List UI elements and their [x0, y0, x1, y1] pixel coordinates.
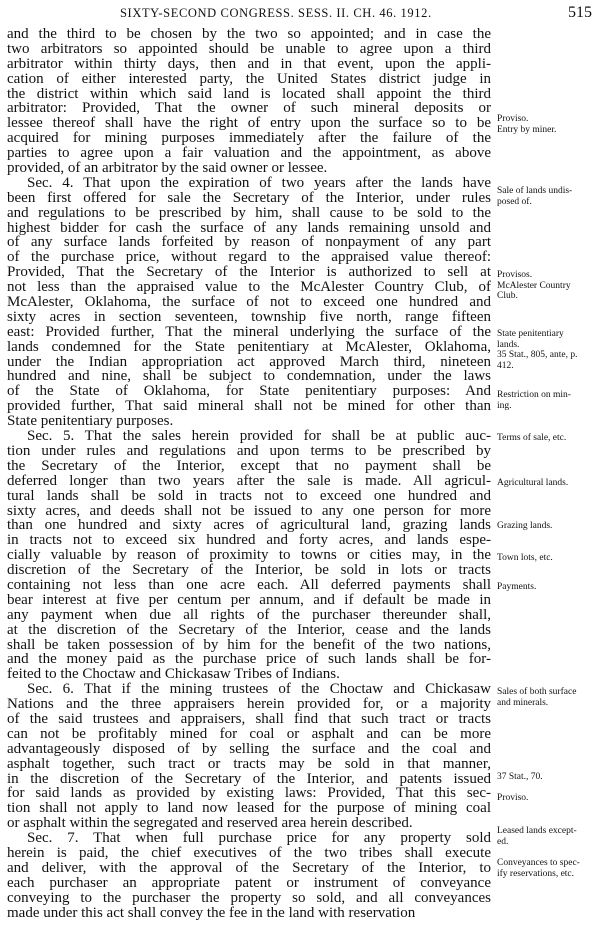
- margin-note: [497, 582, 536, 593]
- text-line: Provided, That the Secretary of the Interior is authorized to sell at: [7, 265, 491, 281]
- margin-note: [497, 772, 543, 783]
- margin-note-line: Entry by miner.: [497, 124, 557, 135]
- text-line: deferred longer than two years after the sale is made. All agricul-: [7, 473, 491, 489]
- margin-note: [497, 553, 553, 564]
- margin-note: [497, 478, 568, 489]
- text-line: the district within which said land is located shall appoint the third: [7, 86, 491, 102]
- text-line: of the State of Oklahoma, for State penitentiary purposes: And: [7, 384, 491, 400]
- margin-note-line: 35 Stat., 805, ante, p.: [497, 350, 578, 360]
- text-line: Sec. 7. That when full purchase price for any property sold: [27, 831, 491, 846]
- text-line: any payment when due all rights of the purchaser thereunder shall,: [7, 607, 491, 623]
- text-line: and regulations to be prescribed by him, shall cause to be sold to the: [7, 205, 491, 221]
- margin-note-line: Payments.: [497, 582, 537, 592]
- margin-note-line: and minerals.: [497, 697, 549, 708]
- text-line: parties to agree upon a fair valuation and the appointment, as above: [7, 146, 491, 162]
- text-line: feited to the Choctaw and Chickasaw Tribes of Indians.: [7, 667, 340, 683]
- margin-note: [497, 687, 576, 708]
- text-line: cially valuable by reason of proximity to towns or cities may, in the: [7, 548, 491, 564]
- margin-note-line: 37 Stat., 70.: [497, 772, 543, 782]
- page-header: [0, 3, 600, 25]
- margin-note: [497, 186, 572, 207]
- margin-note-line: Town lots, etc.: [497, 553, 553, 563]
- text-line: and the third to be chosen by the two so appointed; and in case the: [7, 27, 491, 42]
- margin-note-line: Proviso.: [497, 793, 529, 803]
- margin-note: [497, 858, 580, 879]
- running-head: SIXTY-SECOND CONGRESS. SESS. II. CH. 46. 1912.: [120, 6, 432, 20]
- margin-note-line: Proviso.: [497, 114, 529, 124]
- margin-note: [497, 329, 577, 371]
- text-line: conveying to the purchaser the property so sold, and all conveyances: [7, 890, 491, 906]
- text-line: discretion of the Secretary of the Interior, be sold in lots or tracts: [7, 563, 491, 578]
- text-line: Sec. 6. That if the mining trustees of the Choctaw and Chickasaw: [27, 682, 491, 698]
- margin-note-line: Grazing lands.: [497, 521, 553, 531]
- margin-note: [497, 433, 566, 444]
- text-line: than one hundred and sixty acres of agricultural land, grazing lands: [7, 518, 491, 534]
- margin-note-line: Sales of both surface: [497, 687, 577, 697]
- text-line: made under this act shall convey the fee in the land with reservation: [7, 905, 416, 921]
- text-line: for said lands as provided by existing laws: Provided, That this sec-: [7, 786, 491, 802]
- margin-note-line: 412.: [497, 360, 514, 371]
- text-line: cation of either interested party, the United States district judge in: [7, 71, 491, 87]
- text-line: Nations and the three appraisers herein provided for, or a majority: [7, 697, 491, 712]
- margin-note-line: Agricultural lands.: [497, 478, 569, 488]
- margin-note: [497, 826, 577, 847]
- margin-note-line: Restriction on min-: [497, 390, 571, 400]
- text-line: and the money paid as the purchase price of such lands shall be for-: [7, 652, 491, 668]
- text-line: arbitrator within thirty days, then and in that event, upon the appli-: [7, 56, 491, 72]
- text-line: two arbitrators so appointed should be unable to agree upon a third: [7, 41, 491, 57]
- text-line: each purchaser an appropriate patent or instrument of conveyance: [7, 875, 491, 891]
- margin-note-line: lands.: [497, 339, 520, 350]
- text-line: advantageously disposed of by selling the surface and the coal and: [7, 741, 491, 757]
- text-line: provided further, That said mineral shall not be mined for other than: [7, 399, 491, 415]
- text-line: Sec. 4. That upon the expiration of two years after the lands have: [27, 175, 491, 191]
- margin-note-line: Sale of lands undis-: [497, 186, 573, 196]
- margin-note-line: ing.: [497, 400, 512, 411]
- text-line: been first offered for sale the Secretary of the Interior, under rules: [7, 190, 491, 206]
- text-line: shall be taken possession of by him for the benefit of the two nations,: [7, 637, 491, 653]
- text-line: arbitrator: Provided, That the owner of such mineral deposits or: [7, 101, 491, 117]
- margin-note: [497, 390, 571, 411]
- text-line: and deliver, with the approval of the Secretary of the Interior, to: [7, 860, 491, 876]
- text-line: in tracts not to exceed six hundred and forty acres, and lands espe-: [7, 533, 491, 549]
- text-line: Sec. 5. That the sales herein provided for shall be at public auc-: [27, 429, 491, 444]
- margin-note-line: ify reservations, etc.: [497, 868, 575, 879]
- text-line: of the said trustees and appraisers, shall find that such tract or tracts: [7, 711, 491, 727]
- margin-note-line: Leased lands except-: [497, 826, 577, 836]
- text-line: herein is paid, the chief executives of the two tribes shall execute: [7, 845, 491, 861]
- text-line: or asphalt within the segregated and reserved area herein described.: [7, 816, 413, 832]
- text-line: east: Provided further, That the mineral underlying the surface of the: [7, 324, 491, 340]
- page-number: 515: [568, 4, 592, 21]
- text-line: lessee thereof shall have the right of entry upon the surface so to be: [7, 116, 491, 132]
- text-line: tural lands shall be sold in tracts not to exceed one hundred and: [7, 488, 491, 504]
- text-line: at the discretion of the Secretary of the Interior, cease and the lands: [7, 622, 491, 638]
- margin-note: [497, 793, 528, 804]
- text-line: bear interest at five per centum per annum, and if default be made in: [7, 592, 491, 608]
- margin-note-line: Provisos.: [497, 270, 533, 280]
- text-line: McAlester, Oklahoma, the surface of not to exceed one hundred and: [7, 295, 491, 310]
- text-line: acquired for mining purposes immediately after the failure of the: [7, 131, 491, 147]
- text-line: of any surface lands forfeited by reason of nonpayment of any part: [7, 235, 491, 251]
- text-line: State penitentiary purposes.: [7, 414, 174, 430]
- margin-note-line: McAlester Country: [497, 280, 571, 291]
- margin-note: [497, 114, 556, 135]
- text-line: not less than the appraised value to the McAlester Country Club, of: [7, 280, 491, 296]
- margin-note-line: Terms of sale, etc.: [497, 433, 567, 443]
- text-line: containing not less than one acre each. All deferred payments shall: [7, 577, 491, 593]
- text-line: tion under rules and regulations and upon terms to be prescribed by: [7, 443, 491, 459]
- text-line: under the Indian appropriation act approved March third, nineteen: [7, 354, 491, 370]
- text-line: can not be profitably mined for coal or asphalt and can be more: [7, 726, 491, 742]
- text-line: the Secretary of the Interior, except that no payment shall be: [7, 458, 491, 474]
- margin-note: [497, 270, 571, 302]
- text-line: sixty acres in section seventeen, township five north, range fifteen: [7, 309, 491, 325]
- margin-note-line: Conveyances to spec-: [497, 858, 580, 868]
- text-line: sixty acres, and deeds shall not be issued to any one person for more: [7, 503, 491, 519]
- text-line: tion shall not apply to land now leased for the purpose of mining coal: [7, 801, 491, 817]
- text-line: in the discretion of the Secretary of the Interior, and patents issued: [7, 771, 491, 787]
- margin-note-line: posed of.: [497, 196, 532, 207]
- margin-note-line: State penitentiary: [497, 329, 564, 339]
- text-line: of the purchase price, without regard to the appraised value thereof:: [7, 250, 491, 266]
- text-line: highest bidder for cash the surface of any lands remaining unsold and: [7, 220, 491, 236]
- margin-note: [497, 521, 552, 532]
- body-text: [7, 27, 491, 920]
- margin-note-line: ed.: [497, 836, 509, 847]
- text-line: lands condemned for the State penitentiary at McAlester, Oklahoma,: [7, 339, 491, 355]
- text-line: provided, of an arbitrator by the said owner or lessee.: [7, 161, 328, 176]
- text-line: asphalt together, such tract or tracts may be sold in that manner,: [7, 756, 491, 772]
- margin-note-line: Club.: [497, 291, 518, 301]
- text-line: hundred and nine, shall be subject to condemnation, under the laws: [7, 369, 491, 385]
